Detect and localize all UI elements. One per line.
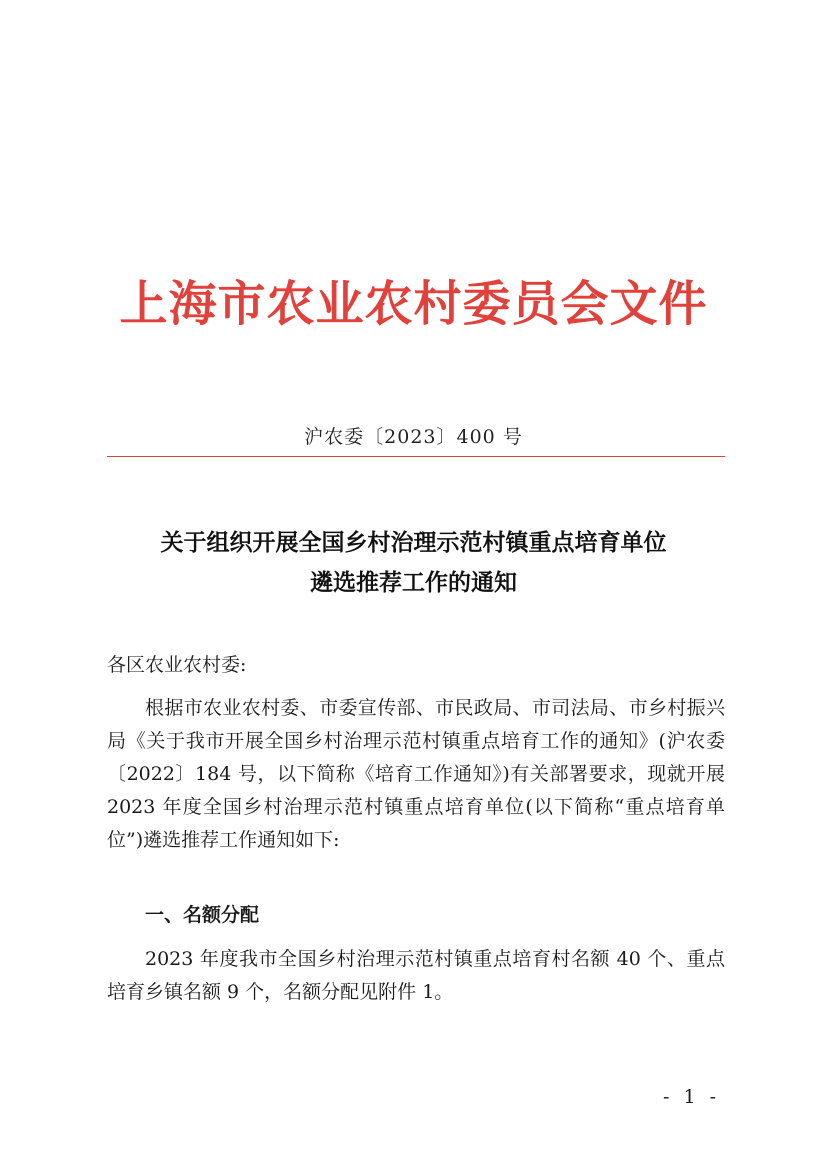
masthead-title: 上海市农业农村委员会文件 — [119, 276, 708, 332]
section-heading-1: 一、名额分配 — [145, 904, 260, 926]
document-title — [0, 523, 827, 603]
body-paragraph-2: 2023 年度我市全国乡村治理示范村镇重点培育村名额 40 个、重点培育乡镇名额 9 个，名额分配见附件 1。 — [107, 948, 725, 1003]
document-title-line-1: 关于组织开展全国乡村治理示范村镇重点培育单位 — [160, 529, 667, 556]
red-separator-line — [107, 456, 725, 457]
document-number: 沪农委〔2023〕400 号 — [304, 426, 523, 448]
page-number: - 1 - — [662, 1086, 720, 1108]
document-title-line-2: 遴选推荐工作的通知 — [310, 569, 517, 596]
body-paragraph-1: 根据市农业农村委、市委宣传部、市民政局、市司法局、市乡村振兴局《关于我市开展全国乡村治理示范村镇重点培育工作的通知》(沪农委〔2022〕184 号，以下简称《培育工作通知》)有关部署要求，现就开展 2023 年度全国乡村治理示范村镇重点培育单位(以下简称“重点培育单位”)遴选推荐工作通知如下: — [107, 697, 725, 851]
salutation: 各区农业农村委: — [107, 654, 247, 676]
